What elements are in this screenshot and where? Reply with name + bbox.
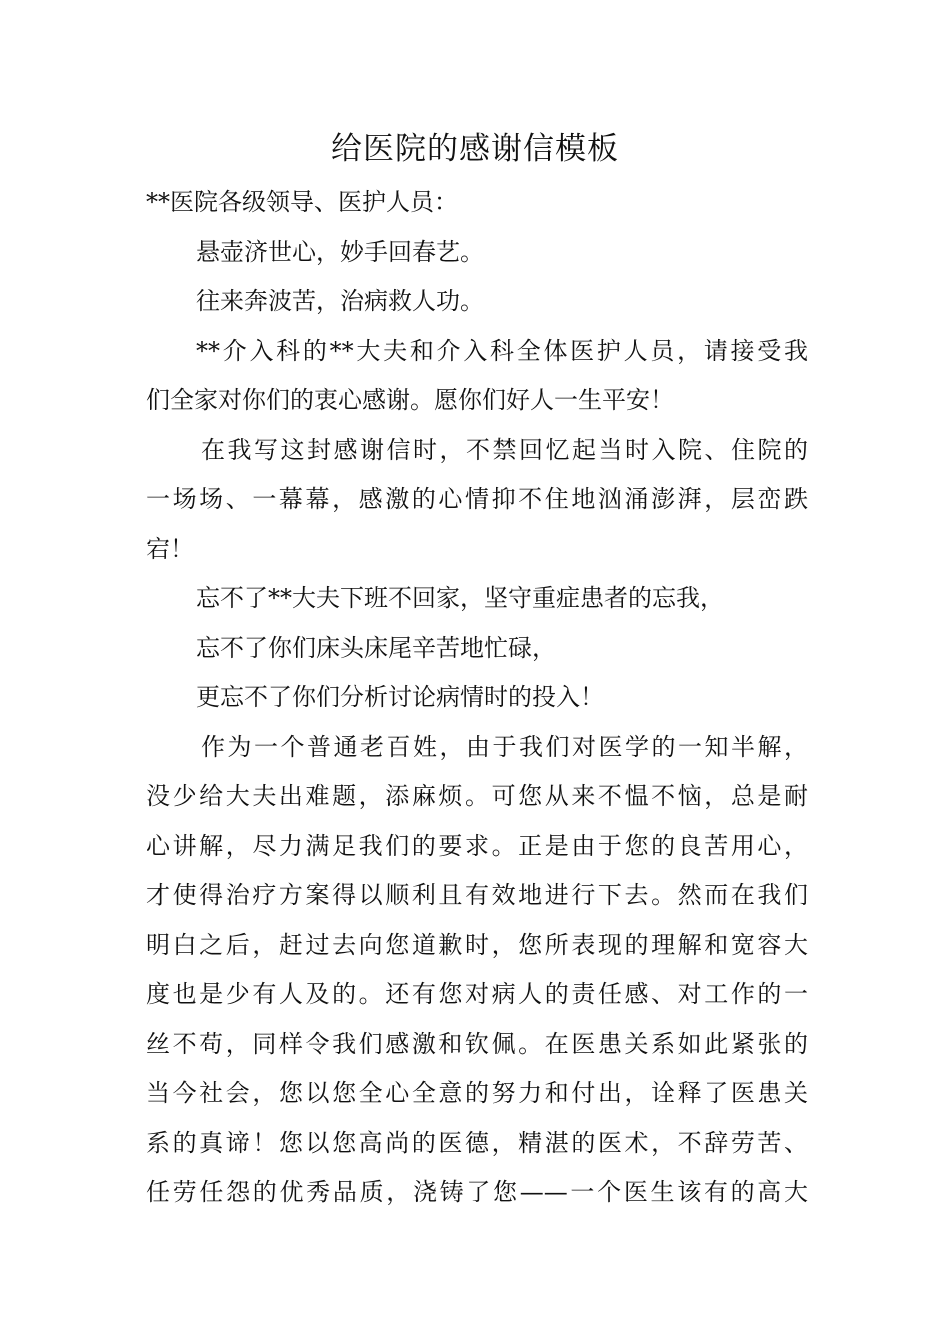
paragraph-line: 系的真谛！您以您高尚的医德，精湛的医术，不辞劳苦、: [146, 1128, 808, 1157]
paragraph-line: 才使得治疗方案得以顺利且有效地进行下去。然而在我们: [146, 881, 808, 909]
paragraph-line: 没少给大夫出难题，添麻烦。可您从来不愠不恼，总是耐: [146, 782, 808, 810]
paragraph-line: 们全家对你们的衷心感谢。愿你们好人一生平安！: [146, 386, 674, 414]
paragraph-line: 忘不了**大夫下班不回家，坚守重症患者的忘我，: [196, 584, 724, 612]
paragraph-line: 心讲解，尽力满足我们的要求。正是由于您的良苦用心，: [146, 831, 808, 860]
salutation-line: **医院各级领导、医护人员：: [146, 188, 458, 216]
paragraph-line: 一场场、一幕幕，感激的心情抑不住地汹涌澎湃，层峦跌: [146, 485, 808, 513]
paragraph-line: **介入科的**大夫和介入科全体医护人员，请接受我: [196, 336, 808, 365]
paragraph-line: 在我写这封感谢信时，不禁回忆起当时入院、住院的: [201, 435, 808, 464]
verse-line: 悬壶济世心，妙手回春艺。: [196, 237, 484, 266]
paragraph-line: 作为一个普通老百姓，由于我们对医学的一知半解，: [201, 732, 808, 761]
paragraph-line: 任劳任怨的优秀品质，浇铸了您——一个医生该有的高大: [146, 1178, 808, 1206]
verse-line: 往来奔波苦，治病救人功。: [196, 287, 484, 315]
paragraph-line: 丝不苟，同样令我们感激和钦佩。在医患关系如此紧张的: [146, 1029, 808, 1058]
paragraph-line: 宕！: [146, 534, 194, 563]
paragraph-line: 明白之后，赶过去向您道歉时，您所表现的理解和宽容大: [146, 930, 808, 959]
paragraph-line: 度也是少有人及的。还有您对病人的责任感、对工作的一: [146, 980, 808, 1008]
document-title: 给医院的感谢信模板: [331, 131, 619, 167]
paragraph-line: 更忘不了你们分析讨论病情时的投入！: [196, 683, 604, 711]
letter-body: [146, 178, 808, 1218]
paragraph-line: 当今社会，您以您全心全意的努力和付出，诠释了医患关: [146, 1079, 808, 1107]
paragraph-line: 忘不了你们床头床尾辛苦地忙碌，: [196, 633, 556, 662]
